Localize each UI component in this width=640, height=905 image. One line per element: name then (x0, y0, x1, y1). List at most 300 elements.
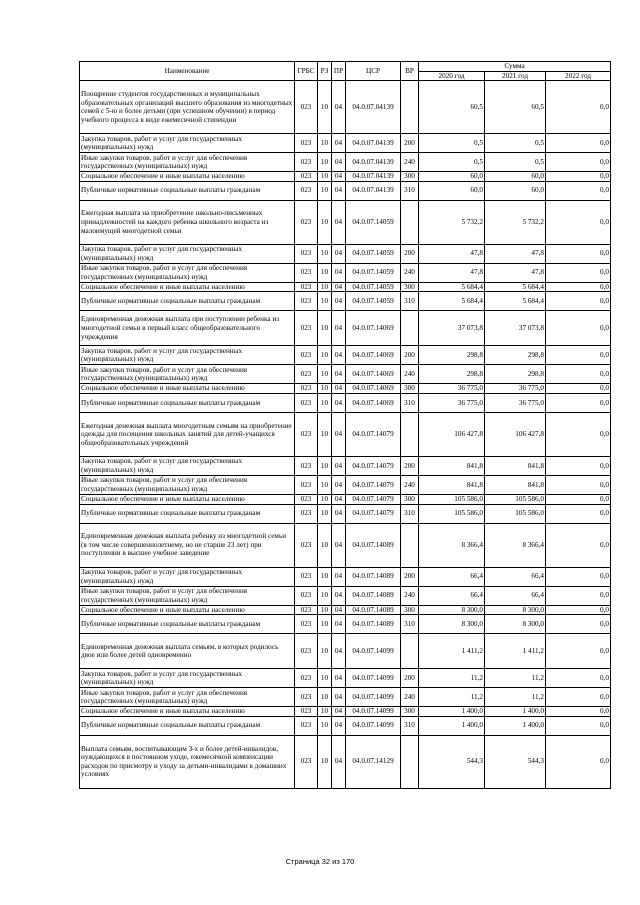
cell-name: Публичные нормативные социальные выплаты гражданам (80, 393, 295, 412)
cell-pr: 04 (332, 735, 346, 788)
cell-rz: 10 (318, 292, 332, 311)
table-row (80, 716, 611, 735)
cell-2022: 0,0 (546, 504, 611, 523)
cell-vr (401, 412, 419, 456)
cell-2020: 298,8 (419, 346, 485, 365)
cell-2022: 0,0 (546, 456, 611, 475)
cell-rz: 10 (318, 393, 332, 412)
cell-pr: 04 (332, 292, 346, 311)
table-row (80, 523, 611, 567)
cell-2020: 1 400,0 (419, 707, 485, 717)
cell-name: Ежегодная денежная выплата многодетным семьям на приобретение одежды для посещения школьных занятий для детей-учащихся общеобразовательных учреждений (80, 412, 295, 456)
cell-grbs: 023 (295, 605, 318, 615)
cell-2021: 66,4 (485, 567, 546, 586)
table-row (80, 634, 611, 669)
cell-rz: 10 (318, 346, 332, 365)
cell-2022: 0,0 (546, 346, 611, 365)
cell-rz: 10 (318, 412, 332, 456)
cell-name: Выплата семьям, воспитывающим 3-х и более детей-инвалидов, нуждающихся в постоянном уходе, ежемесячной компенсации расходов по присмотру и уходу за детьми-инвалидами в домашних условиях (80, 735, 295, 788)
table-row (80, 134, 611, 153)
cell-2021: 60,0 (485, 172, 546, 182)
cell-pr: 04 (332, 393, 346, 412)
cell-pr: 04 (332, 669, 346, 688)
cell-pr: 04 (332, 311, 346, 346)
cell-rz: 10 (318, 200, 332, 244)
cell-pr: 04 (332, 282, 346, 292)
cell-2020: 8 300,0 (419, 605, 485, 615)
cell-2021: 60,5 (485, 81, 546, 134)
cell-vr: 300 (401, 172, 419, 182)
cell-2020: 544,3 (419, 735, 485, 788)
cell-vr (401, 311, 419, 346)
cell-2020: 298,8 (419, 365, 485, 384)
cell-rz: 10 (318, 494, 332, 504)
cell-pr: 04 (332, 688, 346, 707)
cell-csr: 04.0.07.14069 (346, 311, 401, 346)
cell-name: Закупка товаров, работ и услуг для государственных (муниципальных) нужд (80, 134, 295, 153)
cell-csr: 04.0.07.14089 (346, 605, 401, 615)
table-row (80, 365, 611, 384)
cell-vr: 240 (401, 688, 419, 707)
cell-2020: 841,8 (419, 475, 485, 494)
cell-name: Иные закупки товаров, работ и услуг для обеспечения государственных (муниципальных) нужд (80, 263, 295, 282)
cell-2022: 0,0 (546, 412, 611, 456)
budget-table (79, 61, 611, 789)
cell-name: Закупка товаров, работ и услуг для государственных (муниципальных) нужд (80, 567, 295, 586)
cell-name: Иные закупки товаров, работ и услуг для обеспечения государственных (муниципальных) нужд (80, 475, 295, 494)
cell-2020: 105 586,0 (419, 494, 485, 504)
cell-name: Социальное обеспечение и иные выплаты населению (80, 384, 295, 394)
cell-name: Ежегодная выплата на приобретение школьно-письменных принадлежностей на каждого ребенка школьного возраста из малоимущей многодетной семьи (80, 200, 295, 244)
table-row (80, 586, 611, 605)
cell-grbs: 023 (295, 172, 318, 182)
cell-grbs: 023 (295, 181, 318, 200)
cell-2020: 11,2 (419, 669, 485, 688)
cell-rz: 10 (318, 707, 332, 717)
cell-rz: 10 (318, 735, 332, 788)
table-row (80, 393, 611, 412)
cell-grbs: 023 (295, 153, 318, 172)
cell-csr: 04.0.07.04139 (346, 181, 401, 200)
cell-csr: 04.0.07.14099 (346, 716, 401, 735)
cell-pr: 04 (332, 244, 346, 263)
cell-csr: 04.0.07.14079 (346, 504, 401, 523)
cell-2021: 298,8 (485, 346, 546, 365)
table-row (80, 181, 611, 200)
cell-csr: 04.0.07.14069 (346, 384, 401, 394)
header-sum: Сумма (419, 62, 611, 72)
cell-rz: 10 (318, 615, 332, 634)
cell-grbs: 023 (295, 263, 318, 282)
table-row (80, 567, 611, 586)
table-row (80, 735, 611, 788)
table-row (80, 81, 611, 134)
cell-2021: 544,3 (485, 735, 546, 788)
cell-csr: 04.0.07.14059 (346, 263, 401, 282)
cell-vr: 200 (401, 567, 419, 586)
cell-rz: 10 (318, 605, 332, 615)
cell-grbs: 023 (295, 384, 318, 394)
cell-vr (401, 81, 419, 134)
cell-2021: 5 732,2 (485, 200, 546, 244)
cell-vr: 240 (401, 475, 419, 494)
cell-2022: 0,0 (546, 81, 611, 134)
cell-pr: 04 (332, 200, 346, 244)
cell-rz: 10 (318, 263, 332, 282)
cell-2021: 36 775,0 (485, 393, 546, 412)
cell-2022: 0,0 (546, 494, 611, 504)
cell-2022: 0,0 (546, 615, 611, 634)
cell-csr: 04.0.07.14089 (346, 586, 401, 605)
cell-2020: 36 775,0 (419, 384, 485, 394)
cell-name: Единовременная денежная выплата при поступлении ребенка из многодетной семьи в первый класс общеобразовательного учреждения (80, 311, 295, 346)
table-row (80, 504, 611, 523)
cell-2020: 0,5 (419, 134, 485, 153)
cell-csr: 04.0.07.04139 (346, 134, 401, 153)
cell-2020: 60,5 (419, 81, 485, 134)
cell-2022: 0,0 (546, 172, 611, 182)
cell-2022: 0,0 (546, 605, 611, 615)
table-row (80, 615, 611, 634)
cell-csr: 04.0.07.14099 (346, 634, 401, 669)
cell-name: Поощрение студентов государственных и муниципальных образовательных организаций высшего образования из многодетных семей с 5-ю и более детьми (при успешном обучении) в период учебного процесса в виде ежемесячной стипендии (80, 81, 295, 134)
cell-2020: 11,2 (419, 688, 485, 707)
cell-2021: 60,0 (485, 181, 546, 200)
cell-grbs: 023 (295, 134, 318, 153)
cell-vr (401, 523, 419, 567)
cell-2021: 841,8 (485, 475, 546, 494)
cell-csr: 04.0.07.14089 (346, 523, 401, 567)
cell-2022: 0,0 (546, 475, 611, 494)
cell-pr: 04 (332, 181, 346, 200)
cell-rz: 10 (318, 81, 332, 134)
cell-2021: 841,8 (485, 456, 546, 475)
cell-grbs: 023 (295, 393, 318, 412)
cell-name: Социальное обеспечение и иные выплаты населению (80, 172, 295, 182)
cell-name: Закупка товаров, работ и услуг для государственных (муниципальных) нужд (80, 346, 295, 365)
cell-name: Иные закупки товаров, работ и услуг для обеспечения государственных (муниципальных) нужд (80, 688, 295, 707)
cell-2020: 8 300,0 (419, 615, 485, 634)
cell-2020: 60,0 (419, 172, 485, 182)
cell-2021: 8 300,0 (485, 615, 546, 634)
cell-2020: 5 732,2 (419, 200, 485, 244)
cell-pr: 04 (332, 153, 346, 172)
header-grbs: ГРБС (295, 62, 318, 81)
table-row (80, 605, 611, 615)
cell-2021: 37 073,8 (485, 311, 546, 346)
cell-grbs: 023 (295, 412, 318, 456)
cell-csr: 04.0.07.14059 (346, 292, 401, 311)
table-row (80, 282, 611, 292)
cell-csr: 04.0.07.14079 (346, 412, 401, 456)
table-row (80, 346, 611, 365)
cell-2020: 106 427,8 (419, 412, 485, 456)
cell-grbs: 023 (295, 567, 318, 586)
cell-rz: 10 (318, 384, 332, 394)
cell-grbs: 023 (295, 494, 318, 504)
cell-2022: 0,0 (546, 634, 611, 669)
cell-csr: 04.0.07.14069 (346, 346, 401, 365)
cell-csr: 04.0.07.14059 (346, 200, 401, 244)
cell-pr: 04 (332, 523, 346, 567)
cell-name: Иные закупки товаров, работ и услуг для обеспечения государственных (муниципальных) нужд (80, 586, 295, 605)
cell-csr: 04.0.07.14089 (346, 615, 401, 634)
table-row (80, 263, 611, 282)
cell-csr: 04.0.07.14129 (346, 735, 401, 788)
cell-2021: 105 586,0 (485, 504, 546, 523)
cell-rz: 10 (318, 282, 332, 292)
cell-vr (401, 634, 419, 669)
cell-2021: 0,5 (485, 134, 546, 153)
cell-2021: 105 586,0 (485, 494, 546, 504)
cell-grbs: 023 (295, 688, 318, 707)
cell-grbs: 023 (295, 523, 318, 567)
cell-2020: 47,8 (419, 263, 485, 282)
cell-vr (401, 735, 419, 788)
cell-vr: 200 (401, 134, 419, 153)
cell-2020: 8 366,4 (419, 523, 485, 567)
header-name: Наименование (80, 62, 295, 81)
cell-2022: 0,0 (546, 384, 611, 394)
table-row (80, 292, 611, 311)
cell-rz: 10 (318, 244, 332, 263)
cell-vr: 310 (401, 716, 419, 735)
cell-vr: 240 (401, 263, 419, 282)
cell-2020: 66,4 (419, 567, 485, 586)
cell-2022: 0,0 (546, 567, 611, 586)
cell-pr: 04 (332, 384, 346, 394)
header-year-2021: 2021 год (485, 71, 546, 81)
cell-2022: 0,0 (546, 134, 611, 153)
cell-csr: 04.0.07.14069 (346, 393, 401, 412)
cell-name: Иные закупки товаров, работ и услуг для обеспечения государственных (муниципальных) нужд (80, 153, 295, 172)
cell-rz: 10 (318, 311, 332, 346)
cell-2021: 11,2 (485, 688, 546, 707)
cell-pr: 04 (332, 172, 346, 182)
cell-2021: 298,8 (485, 365, 546, 384)
cell-2020: 5 684,4 (419, 292, 485, 311)
cell-grbs: 023 (295, 586, 318, 605)
cell-2022: 0,0 (546, 707, 611, 717)
cell-name: Публичные нормативные социальные выплаты гражданам (80, 716, 295, 735)
cell-pr: 04 (332, 81, 346, 134)
cell-rz: 10 (318, 475, 332, 494)
cell-2020: 5 684,4 (419, 282, 485, 292)
cell-2022: 0,0 (546, 244, 611, 263)
cell-name: Публичные нормативные социальные выплаты гражданам (80, 615, 295, 634)
cell-2022: 0,0 (546, 669, 611, 688)
cell-grbs: 023 (295, 707, 318, 717)
cell-vr: 310 (401, 393, 419, 412)
cell-2022: 0,0 (546, 365, 611, 384)
cell-pr: 04 (332, 567, 346, 586)
cell-name: Социальное обеспечение и иные выплаты населению (80, 282, 295, 292)
cell-rz: 10 (318, 504, 332, 523)
cell-pr: 04 (332, 707, 346, 717)
table-body (80, 81, 611, 789)
cell-2022: 0,0 (546, 523, 611, 567)
cell-name: Единовременная денежная выплата семьям, в которых родилось двое или более детей одновременно (80, 634, 295, 669)
cell-2022: 0,0 (546, 586, 611, 605)
cell-name: Закупка товаров, работ и услуг для государственных (муниципальных) нужд (80, 244, 295, 263)
cell-pr: 04 (332, 134, 346, 153)
cell-pr: 04 (332, 456, 346, 475)
cell-grbs: 023 (295, 735, 318, 788)
cell-pr: 04 (332, 475, 346, 494)
cell-csr: 04.0.07.04139 (346, 172, 401, 182)
cell-csr: 04.0.07.14069 (346, 365, 401, 384)
cell-rz: 10 (318, 365, 332, 384)
cell-grbs: 023 (295, 504, 318, 523)
header-vr: ВР (401, 62, 419, 81)
cell-csr: 04.0.07.04139 (346, 153, 401, 172)
cell-csr: 04.0.07.14099 (346, 707, 401, 717)
cell-csr: 04.0.07.14059 (346, 282, 401, 292)
header-rz: РЗ (318, 62, 332, 81)
cell-rz: 10 (318, 669, 332, 688)
cell-2021: 1 411,2 (485, 634, 546, 669)
cell-csr: 04.0.07.14079 (346, 456, 401, 475)
cell-vr: 300 (401, 605, 419, 615)
cell-pr: 04 (332, 634, 346, 669)
cell-pr: 04 (332, 263, 346, 282)
cell-name: Публичные нормативные социальные выплаты гражданам (80, 181, 295, 200)
cell-rz: 10 (318, 716, 332, 735)
cell-csr: 04.0.07.14079 (346, 475, 401, 494)
cell-csr: 04.0.07.14079 (346, 494, 401, 504)
cell-2021: 47,8 (485, 244, 546, 263)
cell-csr: 04.0.07.14059 (346, 244, 401, 263)
cell-grbs: 023 (295, 615, 318, 634)
cell-2021: 5 684,4 (485, 292, 546, 311)
cell-name: Социальное обеспечение и иные выплаты населению (80, 707, 295, 717)
table-row (80, 200, 611, 244)
cell-pr: 04 (332, 346, 346, 365)
cell-pr: 04 (332, 504, 346, 523)
table-row (80, 311, 611, 346)
cell-2022: 0,0 (546, 200, 611, 244)
cell-2020: 37 073,8 (419, 311, 485, 346)
cell-rz: 10 (318, 523, 332, 567)
cell-2021: 106 427,8 (485, 412, 546, 456)
cell-2020: 0,5 (419, 153, 485, 172)
cell-grbs: 023 (295, 200, 318, 244)
cell-grbs: 023 (295, 669, 318, 688)
cell-2021: 47,8 (485, 263, 546, 282)
table-row (80, 412, 611, 456)
cell-grbs: 023 (295, 311, 318, 346)
cell-csr: 04.0.07.14099 (346, 688, 401, 707)
cell-rz: 10 (318, 634, 332, 669)
cell-rz: 10 (318, 688, 332, 707)
cell-2022: 0,0 (546, 263, 611, 282)
table-row (80, 707, 611, 717)
cell-name: Публичные нормативные социальные выплаты гражданам (80, 504, 295, 523)
cell-rz: 10 (318, 181, 332, 200)
cell-rz: 10 (318, 172, 332, 182)
cell-grbs: 023 (295, 716, 318, 735)
cell-2020: 60,0 (419, 181, 485, 200)
cell-2022: 0,0 (546, 735, 611, 788)
cell-2022: 0,0 (546, 153, 611, 172)
cell-2021: 0,5 (485, 153, 546, 172)
cell-name: Социальное обеспечение и иные выплаты населению (80, 494, 295, 504)
cell-rz: 10 (318, 456, 332, 475)
cell-pr: 04 (332, 365, 346, 384)
table-row (80, 153, 611, 172)
header-year-2022: 2022 год (546, 71, 611, 81)
cell-csr: 04.0.07.14099 (346, 669, 401, 688)
cell-name: Публичные нормативные социальные выплаты гражданам (80, 292, 295, 311)
cell-grbs: 023 (295, 81, 318, 134)
cell-grbs: 023 (295, 346, 318, 365)
cell-2022: 0,0 (546, 688, 611, 707)
page-footer: Страница 32 из 170 (285, 857, 355, 866)
cell-rz: 10 (318, 586, 332, 605)
cell-vr: 200 (401, 346, 419, 365)
cell-2022: 0,0 (546, 393, 611, 412)
cell-vr: 310 (401, 181, 419, 200)
cell-2022: 0,0 (546, 716, 611, 735)
cell-2020: 47,8 (419, 244, 485, 263)
cell-name: Иные закупки товаров, работ и услуг для обеспечения государственных (муниципальных) нужд (80, 365, 295, 384)
table-row (80, 688, 611, 707)
cell-grbs: 023 (295, 475, 318, 494)
header-year-2020: 2020 год (419, 71, 485, 81)
cell-vr: 300 (401, 494, 419, 504)
cell-2021: 5 684,4 (485, 282, 546, 292)
cell-vr (401, 200, 419, 244)
cell-vr: 310 (401, 292, 419, 311)
table-row (80, 669, 611, 688)
cell-vr: 310 (401, 504, 419, 523)
cell-2020: 841,8 (419, 456, 485, 475)
cell-2020: 1 400,0 (419, 716, 485, 735)
cell-2021: 11,2 (485, 669, 546, 688)
cell-grbs: 023 (295, 634, 318, 669)
cell-2022: 0,0 (546, 181, 611, 200)
cell-2020: 36 775,0 (419, 393, 485, 412)
cell-pr: 04 (332, 615, 346, 634)
table-row (80, 172, 611, 182)
cell-2022: 0,0 (546, 292, 611, 311)
cell-2021: 8 300,0 (485, 605, 546, 615)
cell-vr: 300 (401, 282, 419, 292)
table-row (80, 475, 611, 494)
cell-2021: 36 775,0 (485, 384, 546, 394)
table-row (80, 456, 611, 475)
header-pr: ПР (332, 62, 346, 81)
cell-pr: 04 (332, 605, 346, 615)
table-row (80, 384, 611, 394)
header-csr: ЦСР (346, 62, 401, 81)
cell-vr: 240 (401, 365, 419, 384)
cell-rz: 10 (318, 153, 332, 172)
cell-2021: 8 366,4 (485, 523, 546, 567)
cell-vr: 240 (401, 153, 419, 172)
cell-2022: 0,0 (546, 311, 611, 346)
cell-2022: 0,0 (546, 282, 611, 292)
cell-vr: 200 (401, 669, 419, 688)
cell-grbs: 023 (295, 292, 318, 311)
cell-pr: 04 (332, 716, 346, 735)
cell-grbs: 023 (295, 456, 318, 475)
cell-grbs: 023 (295, 282, 318, 292)
cell-name: Социальное обеспечение и иные выплаты населению (80, 605, 295, 615)
cell-rz: 10 (318, 567, 332, 586)
cell-pr: 04 (332, 586, 346, 605)
cell-csr: 04.0.07.14089 (346, 567, 401, 586)
